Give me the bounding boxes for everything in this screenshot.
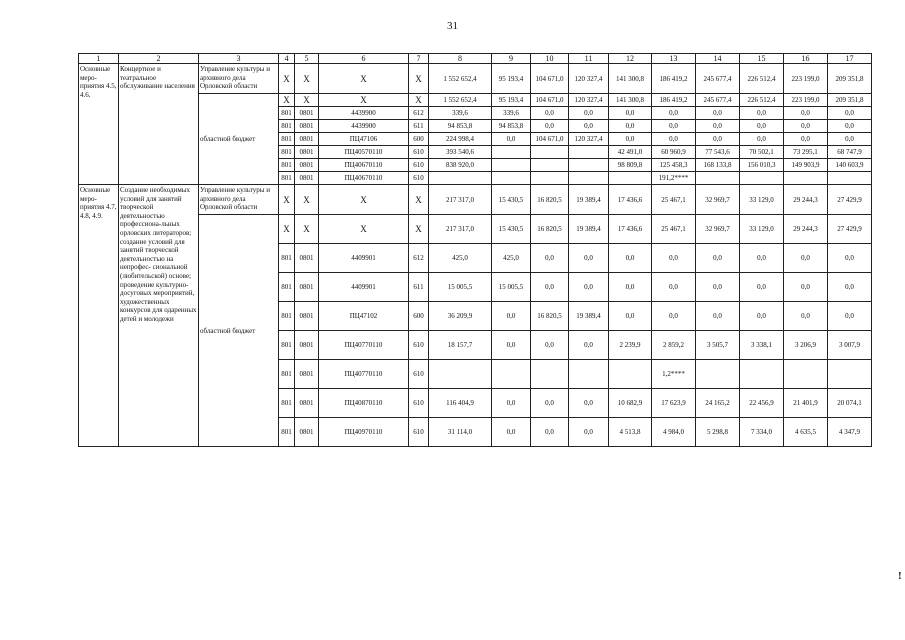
table-cell: 801 [279,418,295,447]
table-cell: 0801 [295,418,319,447]
table-cell: 224 998,4 [429,133,492,146]
table-cell: 0,0 [652,133,696,146]
table-cell: 141 300,8 [609,64,652,94]
table-cell: 600 [409,133,429,146]
table-cell: X [295,215,319,244]
table-cell: 4 347,9 [828,418,872,447]
table-cell: 0,0 [492,331,531,360]
table-cell: 4409901 [319,273,409,302]
table-cell: 339,6 [492,107,531,120]
table-cell: 16 820,5 [531,215,569,244]
table-cell: 610 [409,331,429,360]
table-cell [696,172,740,185]
column-header: 14 [696,54,740,64]
budget-source-cell: областной бюджет [199,94,279,185]
table-cell: 0,0 [609,107,652,120]
table-cell: 0,0 [569,273,609,302]
table-row [79,185,872,215]
table-cell: ПЦ40670110 [319,159,409,172]
table-cell: 0801 [295,146,319,159]
table-cell: 0,0 [609,302,652,331]
table-cell: 0,0 [828,302,872,331]
table-cell: 0,0 [492,389,531,418]
column-header: 4 [279,54,295,64]
table-cell: 98 809,8 [609,159,652,172]
table-cell: 0,0 [531,418,569,447]
table-cell: 611 [409,273,429,302]
table-cell: 4 513,8 [609,418,652,447]
table-cell: 801 [279,389,295,418]
table-cell: 116 404,9 [429,389,492,418]
table-cell [492,172,531,185]
table-cell: 0,0 [569,244,609,273]
table-cell: 120 327,4 [569,133,609,146]
table-cell: 25 467,1 [652,185,696,215]
table-cell: 21 401,9 [784,389,828,418]
table-cell: 0,0 [609,244,652,273]
table-cell: X [295,185,319,215]
table-cell: 0801 [295,302,319,331]
table-cell: 610 [409,146,429,159]
table-cell: 0,0 [531,107,569,120]
table-cell: 4409901 [319,244,409,273]
table-cell: 612 [409,244,429,273]
table-cell: 70 502,1 [740,146,784,159]
table-cell: 610 [409,172,429,185]
table-cell: 168 133,8 [696,159,740,172]
table-cell: 0801 [295,273,319,302]
table-cell: 0,0 [784,133,828,146]
manager-cell: Управление культуры и архивного дела Орловской области [199,185,279,215]
table-cell: 209 351,8 [828,64,872,94]
table-cell: 0,0 [696,133,740,146]
table-cell: X [409,185,429,215]
table-cell: 0801 [295,107,319,120]
table-cell: 801 [279,172,295,185]
table-cell [531,360,569,389]
table-cell: 0,0 [569,389,609,418]
table-cell: 10 682,9 [609,389,652,418]
table-cell: 0,0 [828,244,872,273]
table-cell [429,172,492,185]
table-cell: 7 334,0 [740,418,784,447]
table-cell: 0801 [295,172,319,185]
table-cell: 0,0 [492,133,531,146]
table-cell: 32 969,7 [696,185,740,215]
table-cell: X [409,94,429,107]
table-cell: X [409,64,429,94]
table-cell: 191,2**** [652,172,696,185]
table-cell: 3 505,7 [696,331,740,360]
column-header: 2 [119,54,199,64]
table-cell: 209 351,8 [828,94,872,107]
table-cell: 393 540,6 [429,146,492,159]
side-mark: ! [898,570,902,582]
table-cell [609,360,652,389]
table-cell: 0,0 [784,302,828,331]
table-cell: 4439900 [319,120,409,133]
table-cell: X [409,215,429,244]
table-cell: ПЦ47106 [319,133,409,146]
table-cell [609,172,652,185]
budget-source-cell: областной бюджет [199,215,279,447]
table-cell: 0,0 [696,273,740,302]
table-cell: 17 623,9 [652,389,696,418]
table-cell: 95 193,4 [492,94,531,107]
column-header: 11 [569,54,609,64]
manager-cell: Управление культуры и архивного дела Орловской области [199,64,279,94]
table-cell: 0,0 [696,244,740,273]
table-cell: 0,0 [784,107,828,120]
table-cell [828,360,872,389]
table-cell [828,172,872,185]
table-cell: 15 430,5 [492,185,531,215]
table-cell: 0,0 [784,273,828,302]
table-cell: 0,0 [609,133,652,146]
table-cell: 0,0 [652,244,696,273]
table-cell: 5 298,8 [696,418,740,447]
table-cell: 95 193,4 [492,64,531,94]
table-cell: 1 552 652,4 [429,64,492,94]
table-cell: 16 820,5 [531,302,569,331]
table-cell: 339,6 [429,107,492,120]
table-body [79,54,872,447]
table-cell: 104 671,0 [531,133,569,146]
table-cell: 801 [279,107,295,120]
table-cell: 0,0 [740,302,784,331]
table-cell: 223 199,0 [784,64,828,94]
table-cell: 27 429,9 [828,185,872,215]
table-cell: 245 677,4 [696,94,740,107]
table-cell: 3 007,9 [828,331,872,360]
table-cell: 15 430,5 [492,215,531,244]
table-cell: 104 671,0 [531,94,569,107]
budget-table [78,53,872,447]
table-cell: 0,0 [652,120,696,133]
table-cell: 217 317,0 [429,215,492,244]
table-cell: 0,0 [569,331,609,360]
table-cell: 425,0 [429,244,492,273]
table-cell: 22 456,9 [740,389,784,418]
table-cell [492,159,531,172]
table-cell: X [279,94,295,107]
table-cell: 801 [279,120,295,133]
table-cell: 0,0 [828,133,872,146]
column-header: 12 [609,54,652,64]
table-cell: 801 [279,273,295,302]
table-cell: 0801 [295,120,319,133]
table-cell: 17 436,6 [609,185,652,215]
table-cell: 77 543,6 [696,146,740,159]
table-cell [531,159,569,172]
table-cell: 0801 [295,244,319,273]
table-cell: 120 327,4 [569,64,609,94]
table-cell: 425,0 [492,244,531,273]
table-cell: 29 244,3 [784,215,828,244]
table-cell: 3 206,9 [784,331,828,360]
table-cell: 0,0 [740,107,784,120]
table-cell: 27 429,9 [828,215,872,244]
table-cell: 0,0 [740,273,784,302]
table-cell: 19 389,4 [569,185,609,215]
table-cell: 29 244,3 [784,185,828,215]
column-header: 3 [199,54,279,64]
table-cell: 0,0 [828,273,872,302]
table-cell: 226 512,4 [740,94,784,107]
table-cell: X [279,64,295,94]
table-cell [569,159,609,172]
table-cell: 1,2**** [652,360,696,389]
column-header: 16 [784,54,828,64]
table-cell: 611 [409,120,429,133]
table-cell: 141 300,8 [609,94,652,107]
table-cell [784,360,828,389]
table-cell: 20 074,1 [828,389,872,418]
table-cell: 0801 [295,133,319,146]
table-cell: X [279,185,295,215]
table-cell: 0,0 [740,244,784,273]
measure-name-cell: Концертное и театральное обслуживание населения [119,64,199,185]
table-cell: 0801 [295,331,319,360]
table-cell [696,360,740,389]
column-header: 7 [409,54,429,64]
table-cell: 801 [279,302,295,331]
table-cell: 120 327,4 [569,94,609,107]
table-cell: 73 295,1 [784,146,828,159]
table-cell: 801 [279,331,295,360]
table-cell: 0,0 [531,120,569,133]
table-cell: 156 010,3 [740,159,784,172]
table-cell: 0,0 [696,107,740,120]
table-cell: 125 458,3 [652,159,696,172]
table-cell: 0,0 [652,302,696,331]
table-cell: 0,0 [531,273,569,302]
table-cell: 610 [409,418,429,447]
table-cell: 0,0 [784,120,828,133]
table-cell: 68 747,9 [828,146,872,159]
table-cell [569,146,609,159]
table-cell: 15 005,5 [429,273,492,302]
table-row [79,64,872,94]
table-cell: 94 853,8 [429,120,492,133]
table-cell: 32 969,7 [696,215,740,244]
table-cell: ПЦ40570110 [319,146,409,159]
table-cell: 0801 [295,389,319,418]
table-cell: 104 671,0 [531,64,569,94]
table-cell [429,360,492,389]
table-cell: 838 920,0 [429,159,492,172]
table-cell: X [319,185,409,215]
measure-number-cell: Основные меро- приятия 4.7, 4.8, 4.9. [79,185,119,447]
table-cell: 223 199,0 [784,94,828,107]
table-cell: 600 [409,302,429,331]
table-cell: 226 512,4 [740,64,784,94]
page-number: 31 [447,20,458,32]
table-cell: ПЦ40970110 [319,418,409,447]
table-cell: 612 [409,107,429,120]
table-cell: X [319,215,409,244]
column-header: 17 [828,54,872,64]
table-cell: 60 960,9 [652,146,696,159]
table-cell: 801 [279,133,295,146]
table-cell: 36 209,9 [429,302,492,331]
table-cell: 19 389,4 [569,302,609,331]
table-cell: ПЦ40670110 [319,172,409,185]
table-cell: 0,0 [696,302,740,331]
table-cell: 2 239,9 [609,331,652,360]
table-cell [531,146,569,159]
table-cell: 217 317,0 [429,185,492,215]
table-cell [492,360,531,389]
table-cell: 0,0 [531,331,569,360]
measure-number-cell: Основные меро- приятия 4.5, 4.6. [79,64,119,185]
table-cell: 42 491,0 [609,146,652,159]
table-cell: 186 419,2 [652,94,696,107]
table-cell: 0,0 [740,120,784,133]
table-cell: 610 [409,159,429,172]
table-cell: 2 859,2 [652,331,696,360]
table-cell: 610 [409,360,429,389]
table-cell: 0,0 [828,120,872,133]
table-cell: 0,0 [531,244,569,273]
table-cell: X [295,94,319,107]
table-cell: 16 820,5 [531,185,569,215]
table-cell: 610 [409,389,429,418]
column-header: 8 [429,54,492,64]
table-cell: 33 129,0 [740,215,784,244]
table-cell: 0,0 [569,120,609,133]
table-cell: 801 [279,146,295,159]
table-cell: 33 129,0 [740,185,784,215]
measure-name-cell: Создание необходимых условий для занятий творческой деятельностью профессиона-льных орловских литераторов; создание условий для занятий творческой деятельностью на непрофес- сиональной (любительской) основе; проведение культурно- досуговых мероприятий, художественных конкурсов для одаренных детей и молодежи [119,185,199,447]
table-cell: 149 903,9 [784,159,828,172]
table-cell: 25 467,1 [652,215,696,244]
table-cell: 19 389,4 [569,215,609,244]
table-cell: 0,0 [784,244,828,273]
table-cell: 94 853,8 [492,120,531,133]
table-cell: 24 165,2 [696,389,740,418]
table-cell: 186 419,2 [652,64,696,94]
table-cell: ПЦ40870110 [319,389,409,418]
table-cell: 18 157,7 [429,331,492,360]
table-cell: 0,0 [609,273,652,302]
table-cell: 801 [279,244,295,273]
table-cell: 4439900 [319,107,409,120]
table-cell: X [319,94,409,107]
table-cell: 4 635,5 [784,418,828,447]
table-cell: X [295,64,319,94]
table-cell: 0,0 [740,133,784,146]
table-cell: 0,0 [531,389,569,418]
table-cell [740,360,784,389]
table-cell: X [279,215,295,244]
header-row [79,54,872,64]
table-cell: 3 338,1 [740,331,784,360]
table-cell [784,172,828,185]
table-cell: 1 552 652,4 [429,94,492,107]
table-cell: 0,0 [492,418,531,447]
table-cell: 0,0 [652,107,696,120]
table-cell [569,360,609,389]
column-header: 15 [740,54,784,64]
table-cell: 0,0 [609,120,652,133]
column-header: 10 [531,54,569,64]
table-cell: 0,0 [492,302,531,331]
table-cell: 0,0 [828,107,872,120]
column-header: 1 [79,54,119,64]
table-cell: 0,0 [652,273,696,302]
column-header: 5 [295,54,319,64]
table-cell: 15 005,5 [492,273,531,302]
table-cell: 140 603,9 [828,159,872,172]
table-cell [569,172,609,185]
table-cell: 0,0 [569,418,609,447]
table-cell: X [319,64,409,94]
column-header: 9 [492,54,531,64]
table-cell: 801 [279,360,295,389]
table-cell: 245 677,4 [696,64,740,94]
table-cell [531,172,569,185]
table-cell: 0,0 [569,107,609,120]
table-cell: 801 [279,159,295,172]
column-header: 13 [652,54,696,64]
table-cell: ПЦ40770110 [319,360,409,389]
table-cell [492,146,531,159]
table-cell: 4 984,0 [652,418,696,447]
table-cell [740,172,784,185]
table-cell: 31 114,0 [429,418,492,447]
column-header: 6 [319,54,409,64]
table-cell: 17 436,6 [609,215,652,244]
table-cell: 0,0 [696,120,740,133]
table-cell: ПЦ40770110 [319,331,409,360]
table-cell: 0801 [295,159,319,172]
table-cell: 0801 [295,360,319,389]
table-cell: ПЦ47102 [319,302,409,331]
